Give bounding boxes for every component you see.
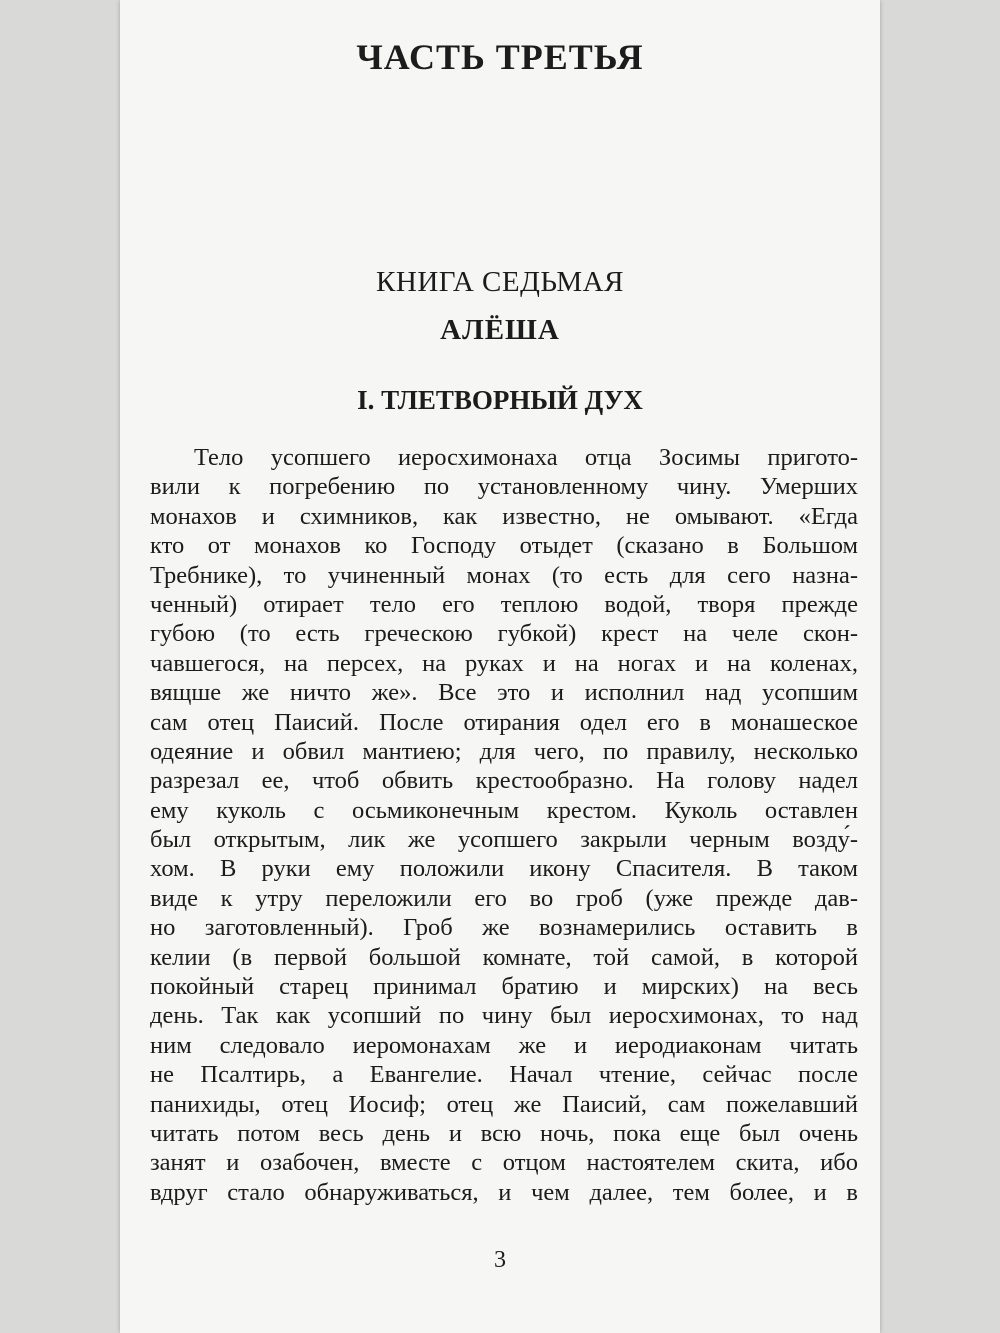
text-line: вдруг стало обнаруживаться, и чем далее, тем более, и в <box>150 1178 858 1206</box>
text-line: виде к утру переложили его во гроб (уже прежде дав- <box>150 884 858 912</box>
text-line: но заготовленный). Гроб же вознамерились оставить в <box>150 914 858 942</box>
text-line: разрезал ее, чтоб обвить крестообразно. На голову надел <box>150 767 858 795</box>
text-line: вящше же ничто же». Все это и исполнил над усопшим <box>150 679 858 707</box>
text-line: сам отец Паисий. После отирания одел его в монашеское <box>150 708 858 736</box>
text-line: занят и озабочен, вместе с отцом настоятелем скита, ибо <box>150 1149 858 1177</box>
text-line: одеяние и обвил мантиею; для чего, по правилу, несколько <box>150 737 858 765</box>
text-line: кто от монахов ко Господу отыдет (сказано в Большом <box>150 532 858 560</box>
text-line: покойный старец принимал братию и мирских) на весь <box>150 973 858 1001</box>
text-line: день. Так как усопший по чину был иеросхимонах, то над <box>150 1002 858 1030</box>
book-page <box>120 0 880 1333</box>
book-subtitle: АЛЁША <box>440 314 560 346</box>
book-title: КНИГА СЕДЬМАЯ <box>376 266 624 298</box>
text-line: губою (то есть греческою губкой) крест на челе скон- <box>150 620 858 648</box>
text-line: Тело усопшего иеросхимонаха отца Зосимы пригото- <box>194 444 858 471</box>
body-paragraph <box>150 443 858 1207</box>
text-line: Требнике), то учиненный монах (то есть для сего назна- <box>150 561 858 589</box>
text-line: панихиды, отец Иосиф; отец же Паисий, сам пожелавший <box>150 1090 858 1118</box>
text-line: был открытым, лик же усопшего закрыли черным возду́- <box>150 826 858 854</box>
text-line: ченный) отирает тело его теплою водой, творя прежде <box>150 590 858 618</box>
text-line: вили к погребению по установленному чину. Умерших <box>150 473 858 501</box>
text-line: келии (в первой большой комнате, той самой, в которой <box>150 943 858 971</box>
part-title: ЧАСТЬ ТРЕТЬЯ <box>356 37 644 77</box>
text-line: не Псалтирь, а Евангелие. Начал чтение, сейчас после <box>150 1061 858 1089</box>
chapter-title: I. ТЛЕТВОРНЫЙ ДУХ <box>357 385 643 415</box>
text-line: ему куколь с осьмиконечным крестом. Куколь оставлен <box>150 796 858 824</box>
text-line: монахов и схимников, как известно, не омывают. «Егда <box>150 502 858 530</box>
page-number: 3 <box>494 1247 506 1273</box>
text-line: читать потом весь день и всю ночь, пока еще был очень <box>150 1119 858 1147</box>
text-line: чавшегося, на персех, на руках и на ногах и на коленах, <box>150 649 858 677</box>
text-line: хом. В руки ему положили икону Спасителя. В таком <box>150 855 858 883</box>
text-line: ним следовало иеромонахам же и иеродиаконам читать <box>150 1031 858 1059</box>
